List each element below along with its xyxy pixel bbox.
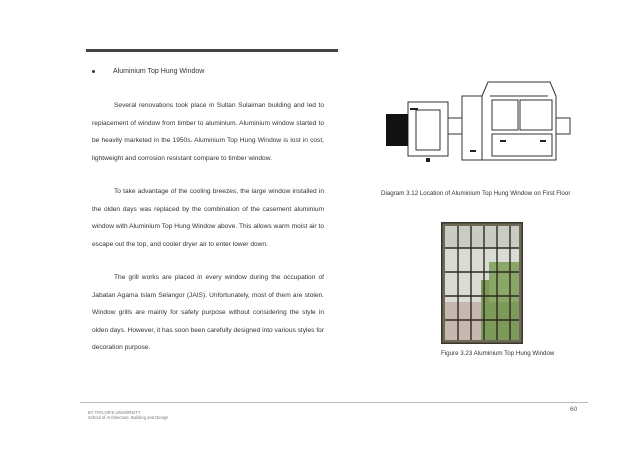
page-number: 60	[570, 406, 578, 413]
floor-plan-diagram	[380, 78, 576, 166]
footer-line-1: BY TAYLOR'S UNIVERSITY	[88, 410, 141, 415]
window-photo	[441, 222, 523, 344]
paragraph-2: To take advantage of the cooling breezes, the large window installed in the olden days was replaced by the combination of the casement aluminium window with Aluminium Top Hung Window above. This allows warm moist air to escape out the top, and cooler dryer air to enter lower down.	[92, 188, 324, 248]
diagram-caption: Diagram 3.12 Location of Aluminium Top Hung Window on First Floor	[381, 190, 571, 197]
section-heading	[92, 68, 204, 75]
bottom-rule	[80, 402, 588, 403]
bullet-icon	[92, 70, 95, 73]
top-rule	[86, 49, 338, 52]
figure-caption: Figure 3.23 Aluminium Top Hung Window	[441, 350, 555, 357]
heading-text: Aluminium Top Hung Window	[113, 68, 205, 75]
paragraph-3: The grill works are placed in every window during the occupation of Jabatan Agama Islam Selangor (JAIS). Unfortunately, most of them are stolen. Window grills are mainly for safety purpose without considering the style in olden days. However, it has soon been carefully designed into various styles for decoration purpose.	[92, 274, 325, 351]
paragraph-1: Several renovations took place in Sultan Sulaiman building and led to replacement of window from timber to aluminium. Aluminium window started to be heavily marketed in the 1950s. Aluminium Top Hung Window is lost in cost, lightweight and corrosion resistant compare to timber window.	[92, 102, 324, 162]
footer-logo	[88, 410, 168, 420]
footer-line-2: School of Architecture, Building and Design	[88, 415, 169, 420]
